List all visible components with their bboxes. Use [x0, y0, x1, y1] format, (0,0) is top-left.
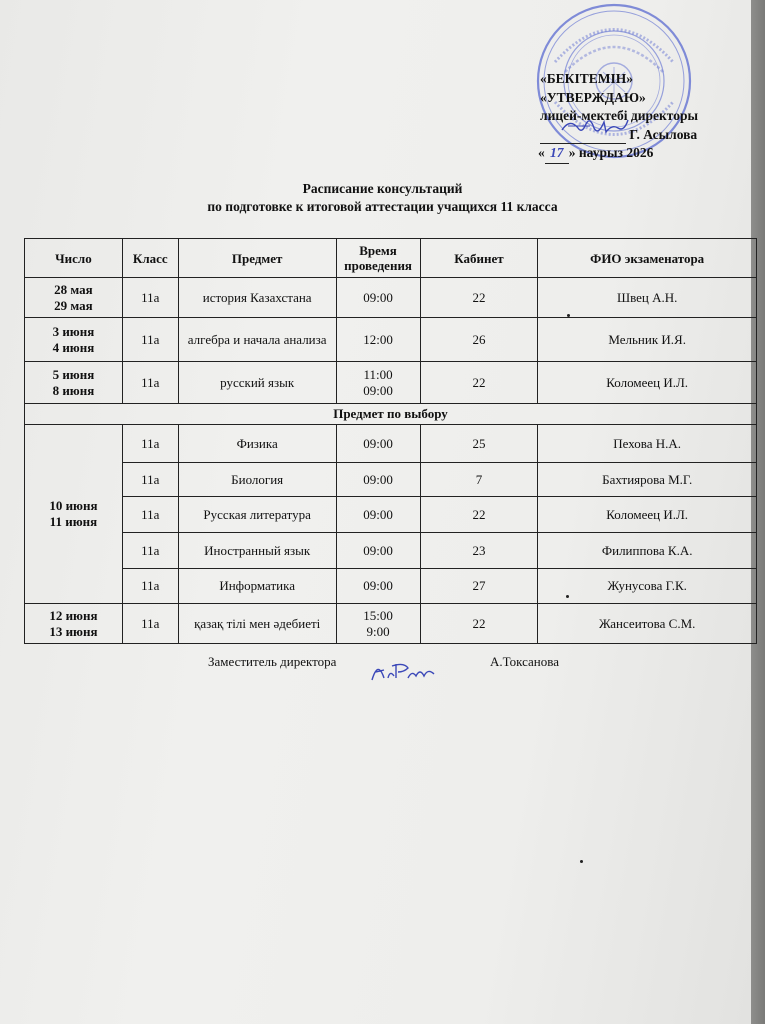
row-examiner: Швец А.Н. — [538, 278, 757, 318]
table-row — [25, 497, 757, 533]
row-room: 22 — [420, 278, 538, 318]
table-row — [25, 278, 757, 318]
row-time: 09:00 — [336, 533, 420, 569]
approval-position: лицей-мектебі директоры — [540, 108, 698, 123]
row-subject: история Казахстана — [178, 278, 336, 318]
row-date: 5 июня 8 июня — [25, 362, 123, 404]
row-room: 22 — [420, 604, 538, 644]
director-signature — [560, 112, 630, 142]
table-row — [25, 604, 757, 644]
row-subject: Иностранный язык — [178, 533, 336, 569]
table-header-row — [25, 239, 757, 278]
schedule-table — [24, 238, 757, 644]
row-class: 11а — [122, 362, 178, 404]
row-class: 11а — [122, 533, 178, 569]
row-date: 28 мая 29 мая — [25, 278, 123, 318]
row-class: 11а — [122, 569, 178, 604]
footer-position: Заместитель директора — [208, 654, 337, 669]
row-time: 09:00 — [336, 497, 420, 533]
row-date: 3 июня 4 июня — [25, 318, 123, 362]
elective-header: Предмет по выбору — [25, 404, 757, 425]
row-subject: қазақ тілі мен әдебиеті — [178, 604, 336, 644]
row-date: 12 июня 13 июня — [25, 604, 123, 644]
row-room: 23 — [420, 533, 538, 569]
row-time: 15:00 9:00 — [336, 604, 420, 644]
row-class: 11а — [122, 425, 178, 463]
table-row — [25, 533, 757, 569]
table-row — [25, 569, 757, 604]
row-class: 11а — [122, 497, 178, 533]
approval-date — [538, 144, 698, 164]
deputy-signature — [368, 656, 440, 686]
row-subject: русский язык — [178, 362, 336, 404]
row-time: 11:00 09:00 — [336, 362, 420, 404]
table-row — [25, 318, 757, 362]
speck — [567, 314, 570, 317]
header-examiner: ФИО экзаменатора — [538, 239, 757, 278]
header-time: Время проведения — [336, 239, 420, 278]
document-subtitle: по подготовке к итоговой аттестации учащихся 11 класса — [207, 199, 558, 214]
header-subject: Предмет — [178, 239, 336, 278]
row-time: 12:00 — [336, 318, 420, 362]
row-examiner: Мельник И.Я. — [538, 318, 757, 362]
row-room: 22 — [420, 362, 538, 404]
row-time: 09:00 — [336, 278, 420, 318]
row-room: 26 — [420, 318, 538, 362]
elective-date: 10 июня 11 июня — [25, 425, 123, 604]
row-room: 7 — [420, 463, 538, 497]
table-row — [25, 425, 757, 463]
row-examiner: Жансеитова С.М. — [538, 604, 757, 644]
speck — [566, 595, 569, 598]
row-examiner: Филиппова К.А. — [538, 533, 757, 569]
approval-date-day: 17 — [545, 144, 569, 164]
row-subject: Биология — [178, 463, 336, 497]
table-row — [25, 463, 757, 497]
header-room: Кабинет — [420, 239, 538, 278]
row-examiner: Бахтиярова М.Г. — [538, 463, 757, 497]
row-time: 09:00 — [336, 425, 420, 463]
speck — [580, 860, 583, 863]
row-room: 22 — [420, 497, 538, 533]
approval-date-prefix: « — [538, 145, 545, 160]
row-examiner: Жунусова Г.К. — [538, 569, 757, 604]
table-row — [25, 362, 757, 404]
approval-kz: «БЕКІТЕМІН» — [540, 71, 633, 86]
row-examiner: Коломеец И.Л. — [538, 497, 757, 533]
row-subject: Информатика — [178, 569, 336, 604]
row-room: 25 — [420, 425, 538, 463]
row-class: 11а — [122, 318, 178, 362]
row-examiner: Пехова Н.А. — [538, 425, 757, 463]
footer-name: А.Токсанова — [490, 654, 559, 669]
row-class: 11а — [122, 604, 178, 644]
row-time: 09:00 — [336, 569, 420, 604]
document-title: Расписание консультаций — [302, 181, 463, 196]
header-date: Число — [25, 239, 123, 278]
row-examiner: Коломеец И.Л. — [538, 362, 757, 404]
approval-ru: «УТВЕРЖДАЮ» — [540, 89, 646, 105]
approval-date-suffix: » наурыз 2026 — [568, 145, 654, 160]
row-subject: Физика — [178, 425, 336, 463]
approval-name: Г. Асылова — [629, 126, 698, 142]
row-class: 11а — [122, 463, 178, 497]
elective-header-row — [25, 404, 757, 425]
row-subject: алгебра и начала анализа — [178, 318, 336, 362]
row-time: 09:00 — [336, 463, 420, 497]
row-room: 27 — [420, 569, 538, 604]
row-subject: Русская литература — [178, 497, 336, 533]
row-class: 11а — [122, 278, 178, 318]
header-class: Класс — [122, 239, 178, 278]
